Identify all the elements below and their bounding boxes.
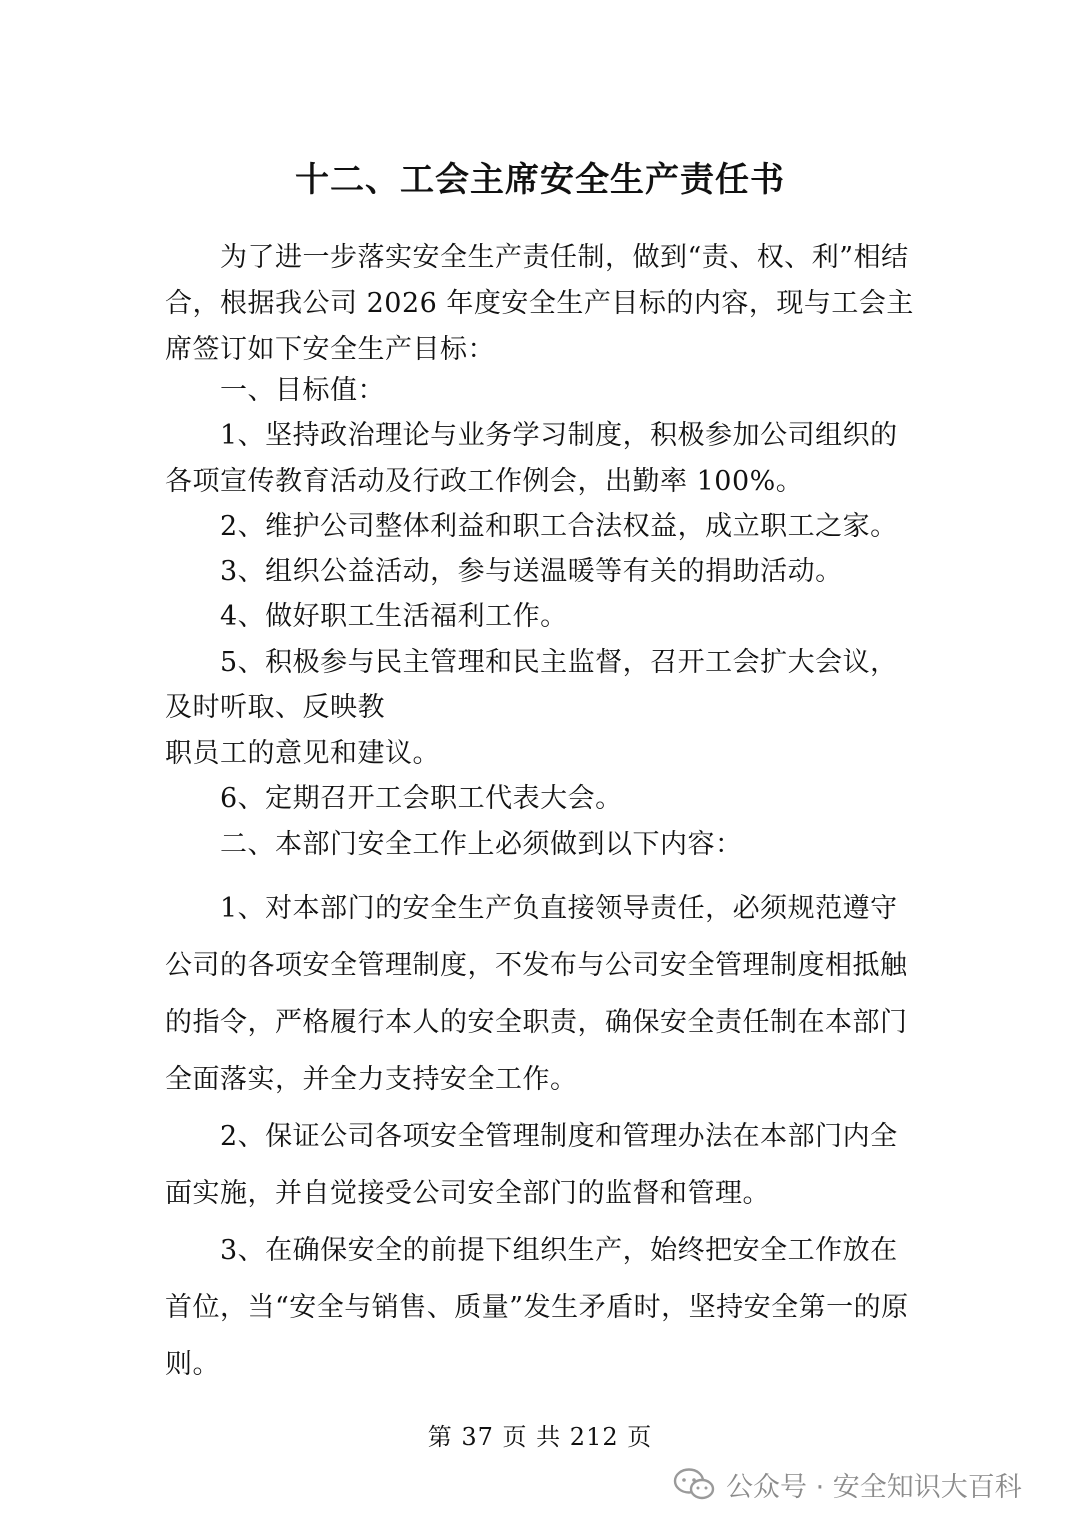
- section2-heading: 二、本部门安全工作上必须做到以下内容：: [220, 829, 743, 860]
- section1-item-4: 4、做好职工生活福利工作。: [220, 601, 568, 632]
- section2-item-2: 2、保证公司各项安全管理制度和管理办法在本部门内全面实施，并自觉接受公司安全部门的监督和管理。: [165, 1121, 898, 1209]
- section2-item-1: 1、对本部门的安全生产负直接领导责任，必须规范遵守公司的各项安全管理制度，不发布与公司安全管理制度相抵触的指令，严格履行本人的安全职责，确保安全责任制在本部门全面落实，并全力支持安全工作。: [165, 893, 908, 1095]
- watermark: [672, 1462, 1022, 1506]
- page-number-footer: 第 37 页 共 212 页: [427, 1423, 653, 1451]
- page-title: 十二、工会主席安全生产责任书: [295, 160, 785, 200]
- section1-item-3: 3、组织公益活动，参与送温暖等有关的捐助活动。: [220, 556, 843, 587]
- section1-item-5-continued: 及时听取、反映教: [165, 692, 385, 723]
- section1-item-1-continued: 各项宣传教育活动及行政工作例会，出勤率 100%。: [165, 466, 804, 497]
- section1-item-1: 1、坚持政治理论与业务学习制度，积极参加公司组织的: [220, 420, 898, 451]
- section1-heading: 一、目标值：: [220, 375, 385, 406]
- section2-item-3: 3、在确保安全的前提下组织生产，始终把安全工作放在首位，当“安全与销售、质量”发生矛盾时，坚持安全第一的原则。: [165, 1235, 909, 1380]
- section1-item-2: 2、维护公司整体利益和职工合法权益，成立职工之家。: [220, 511, 898, 542]
- section1-item-5: 5、积极参与民主管理和民主监督，召开工会扩大会议，: [220, 647, 898, 678]
- wechat-icon: [672, 1466, 716, 1502]
- watermark-text: 公众号 · 安全知识大百科: [726, 1471, 1022, 1503]
- section1-item-5-continued-2: 职员工的意见和建议。: [165, 738, 440, 769]
- intro-paragraph: 为了进一步落实安全生产责任制，做到“责、权、利”相结合，根据我公司 2026 年度安全生产目标的内容，现与工会主席签订如下安全生产目标：: [165, 242, 914, 365]
- section1-item-6: 6、定期召开工会职工代表大会。: [220, 783, 623, 814]
